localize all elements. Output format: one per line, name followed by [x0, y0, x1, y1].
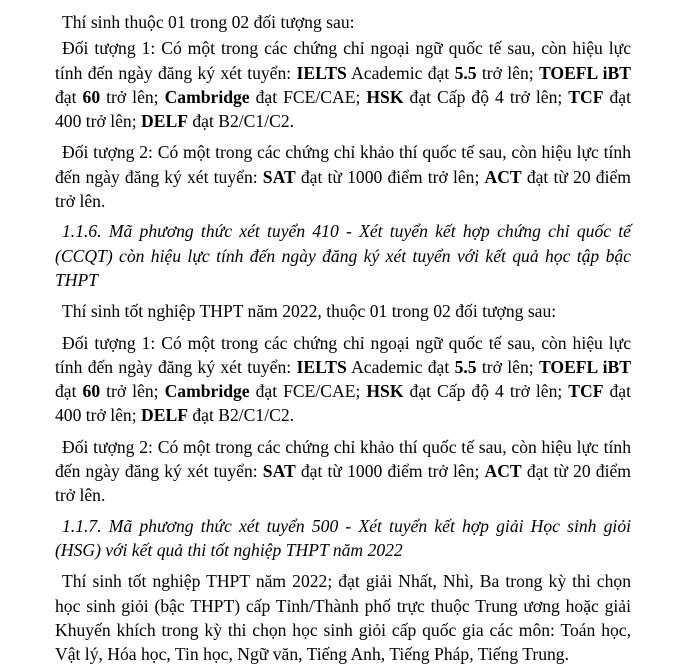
text-run: đạt B2/C1/C2. [187, 405, 295, 426]
text-run: đạt Cấp độ 4 trở lên; [403, 381, 569, 402]
bold-hsk: HSK [366, 86, 404, 107]
text-run: đạt B2/C1/C2. [187, 111, 295, 132]
intro-paragraph-2: Thí sinh tốt nghiệp THPT năm 2022, thuộc 01 trong 02 đối tượng sau: [62, 301, 557, 322]
bold-cambridge: Cambridge [164, 381, 250, 402]
bold-delf: DELF [141, 111, 188, 132]
text-run: trở lên; [476, 62, 539, 83]
bold-cambridge: Cambridge [164, 86, 250, 107]
section-heading-1-1-7: 1.1.7. Mã phương thức xét tuyển 500 - Xét tuyển kết hợp giải Học sinh giỏi (HSG) với kết quả thi tốt nghiệp THPT năm 2022 [55, 515, 631, 560]
text-run: trở lên; [100, 86, 165, 107]
text-run: Đối tượng 2: Có một trong các chứng chỉ khảo thí quốc tế sau, còn hiệu lực tính đến ngày đăng ký xét tuyển: [55, 436, 631, 482]
text-run: Đối tượng 2: Có một trong các chứng chỉ khảo thí quốc tế sau, còn hiệu lực tính đến ngày đăng ký xét tuyển: [55, 142, 631, 187]
bold-ielts-score: 5.5 [454, 356, 477, 377]
bold-act: ACT [484, 461, 522, 482]
text-run: đạt từ 20 điểm trở lên. [55, 461, 631, 506]
text-run: đạt từ 1000 điểm trở lên; [295, 166, 485, 187]
final-paragraph: Thí sinh tốt nghiệp THPT năm 2022; đạt giải Nhất, Nhì, Ba trong kỳ thi chọn học sinh giỏi (bậc THPT) cấp Tỉnh/Thành phố trực thuộc Trung ương hoặc giải Khuyến khích trong kỳ thi chọn học sinh giỏi cấp quốc gia các môn: Toán học, Vật lý, Hóa học, Tin học, Ngữ văn, Tiếng Anh, Tiếng Pháp, Tiếng Trung. [55, 571, 631, 665]
bold-toefl-score: 60 [82, 86, 101, 107]
bold-toefl: TOEFL iBT [538, 62, 631, 83]
text-run: đạt Cấp độ 4 trở lên; [403, 86, 569, 107]
object-1-paragraph-b [55, 331, 631, 428]
text-run: đạt 400 trở lên; [55, 86, 631, 132]
text-run: đạt FCE/CAE; [249, 381, 367, 402]
text-run: đạt FCE/CAE; [249, 86, 367, 107]
bold-ielts: IELTS [296, 356, 347, 377]
object-1-paragraph-a [55, 36, 631, 133]
bold-sat: SAT [262, 461, 296, 482]
text-run: trở lên; [476, 356, 539, 377]
bold-tcf: TCF [568, 381, 604, 402]
bold-ielts: IELTS [296, 62, 347, 83]
bold-toefl-score: 60 [82, 381, 101, 402]
text-run: trở lên; [100, 381, 165, 402]
text-run: đạt từ 20 điểm trở lên. [55, 166, 631, 212]
bold-tcf: TCF [568, 86, 604, 107]
bold-ielts-score: 5.5 [454, 62, 477, 83]
object-2-paragraph-b [55, 435, 631, 508]
text-run: Đối tượng 1: Có một trong các chứng chỉ ngoại ngữ quốc tế sau, còn hiệu lực tính đến ngày đăng ký xét tuyển: [55, 332, 631, 377]
bold-hsk: HSK [366, 381, 404, 402]
bold-toefl: TOEFL iBT [538, 356, 631, 377]
text-run: Academic đạt [346, 356, 455, 377]
intro-paragraph-1: Thí sinh thuộc 01 trong 02 đối tượng sau: [62, 12, 355, 32]
bold-sat: SAT [262, 166, 296, 187]
section-heading-1-1-6: 1.1.6. Mã phương thức xét tuyển 410 - Xét tuyển kết hợp chứng chỉ quốc tế (CCQT) còn hiệu lực tính đến ngày đăng ký xét tuyển với kết quả học tập bậc THPT [55, 221, 631, 290]
object-2-paragraph-a [55, 140, 631, 213]
bold-act: ACT [484, 166, 522, 187]
bold-delf: DELF [141, 405, 188, 426]
text-run: Đối tượng 1: Có một trong các chứng chỉ ngoại ngữ quốc tế sau, còn hiệu lực tính đến ngày đăng ký xét tuyển: [55, 38, 631, 83]
text-run: đạt 400 trở lên; [55, 381, 631, 426]
text-run: đạt từ 1000 điểm trở lên; [295, 461, 485, 482]
text-run: đạt [55, 86, 83, 107]
text-run: đạt [55, 381, 83, 402]
text-run: Academic đạt [346, 62, 455, 83]
